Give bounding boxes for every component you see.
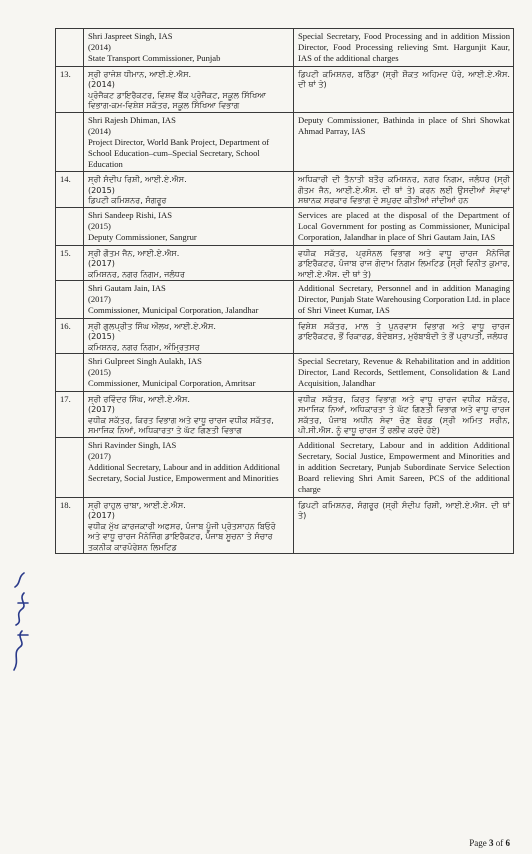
officer-name: Shri Ravinder Singh, IAS xyxy=(88,439,177,450)
serial-number: 18. xyxy=(56,497,84,554)
officer-current-post: ਵਧੀਕ ਮੁੱਖ ਕਾਰਜਕਾਰੀ ਅਫਸਰ, ਪੰਜਾਬ ਪੂੰਜੀ ਪ੍ਰੋਤਸਾਹਨ ਬਿਓਰੋ ਅਤੇ ਵਾਧੂ ਚਾਰਜ ਮੈਨੇਜਿੰਗ ਡਾਇਰੈਕਟਰ, ਪੰਜਾਬ ਸੂਚਨਾ ਤੇ ਸੰਚਾਰ ਤਕਨੀਕ ਕਾਰਪੋਰੇਸ਼ਨ ਲਿਮਟਿਡ xyxy=(88,520,276,552)
officer-batch: (2015) xyxy=(88,221,111,232)
officer-current-post: ਡਿਪਟੀ ਕਮਿਸ਼ਨਰ, ਸੰਗਰੂਰ xyxy=(88,195,167,206)
serial-number xyxy=(56,437,84,497)
officer-cell xyxy=(84,112,294,172)
officer-name: ਸ੍ਰੀ ਰਾਹੁਲ ਚਾਬਾ, ਆਈ.ਏ.ਐਸ. xyxy=(88,499,186,510)
serial-number: 15. xyxy=(56,245,84,281)
officer-batch: (2015) xyxy=(88,367,111,378)
page-total: 6 xyxy=(505,838,510,848)
officer-current-post: Additional Secretary, Labour and in addition Additional Secretary, Social Justice, Empowerment and Minorities xyxy=(88,462,281,484)
officer-name: Shri Gautam Jain, IAS xyxy=(88,283,166,294)
officer-name: Shri Gulpreet Singh Aulakh, IAS xyxy=(88,356,202,367)
new-posting-cell: Special Secretary, Revenue & Rehabilitation and in addition Director, Land Records, Settlement, Consolidation & Land Acquisition, Jalandhar xyxy=(294,354,514,392)
officer-current-post: ਵਧੀਕ ਸਕੱਤਰ, ਕਿਰਤ ਵਿਭਾਗ ਅਤੇ ਵਾਧੂ ਚਾਰਜ ਵਧੀਕ ਸਕੱਤਰ, ਸਮਾਜਿਕ ਨਿਆਂ, ਅਧਿਕਾਰਤਾ ਤੇ ਘੱਟ ਗਿਣਤੀ ਵਿਭਾਗ xyxy=(88,414,274,436)
handwritten-signature xyxy=(6,565,36,675)
new-posting-cell: Special Secretary, Food Processing and in addition Mission Director, Food Processing relieving Smt. Hargunjit Kaur, IAS of the additional charges xyxy=(294,29,514,67)
officer-cell xyxy=(84,437,294,497)
new-posting-cell: Additional Secretary, Labour and in addition Additional Secretary, Social Justice, Empowerment and Minorities and in addition Secretary, Punjab Subordinate Service Selection Board relieving Shri Amit Sareen, PCS of the additional charge xyxy=(294,437,514,497)
officer-current-post: ਕਮਿਸ਼ਨਰ, ਨਗਰ ਨਿਗਮ, ਅੰਮ੍ਰਿਤਸਰ xyxy=(88,341,200,352)
new-posting-cell: ਅਧਿਕਾਰੀ ਦੀ ਤੈਨਾਤੀ ਬਤੌਰ ਕਮਿਸ਼ਨਰ, ਨਗਰ ਨਿਗਮ, ਜਲੰਧਰ (ਸ੍ਰੀ ਗੌਤਮ ਜੈਨ, ਆਈ.ਏ.ਐਸ. ਦੀ ਥਾਂ ਤੇ) ਕਰਨ ਲਈ ਉਸਦੀਆਂ ਸੇਵਾਵਾਂ ਸਥਾਨਕ ਸਰਕਾਰ ਵਿਭਾਗ ਦੇ ਸਪੁਰਦ ਕੀਤੀਆਂ ਜਾਂਦੀਆਂ ਹਨ xyxy=(294,172,514,208)
page-label: Page xyxy=(469,838,487,848)
officer-batch: (2017) xyxy=(88,450,111,461)
serial-number: 16. xyxy=(56,318,84,354)
new-posting-cell: ਵਿਸ਼ੇਸ਼ ਸਕੱਤਰ, ਮਾਲ ਤੇ ਪੁਨਰਵਾਸ ਵਿਭਾਗ ਅਤੇ ਵਾਧੂ ਚਾਰਜ ਡਾਇਰੈਕਟਰ, ਭੌਂ ਰਿਕਾਰਡ, ਬੰਦੋਬਸਤ, ਮੁਰੱਬਾਬੰਦੀ ਤੇ ਭੌਂ ਪ੍ਰਾਪਤੀ, ਜਲੰਧਰ xyxy=(294,318,514,354)
serial-number: 13. xyxy=(56,66,84,112)
officer-cell xyxy=(84,497,294,554)
new-posting-cell: ਵਧੀਕ ਸਕੱਤਰ, ਕਿਰਤ ਵਿਭਾਗ ਅਤੇ ਵਾਧੂ ਚਾਰਜ ਵਧੀਕ ਸਕੱਤਰ, ਸਮਾਜਿਕ ਨਿਆਂ, ਅਧਿਕਾਰਤਾ ਤੇ ਘੱਟ ਗਿਣਤੀ ਵਿਭਾਗ ਅਤੇ ਵਾਧੂ ਚਾਰਜ ਸਕੱਤਰ, ਪੰਜਾਬ ਅਧੀਨ ਸੇਵਾ ਚੋਣ ਬੋਰਡ (ਸ੍ਰੀ ਅਮਿਤ ਸਰੀਨ, ਪੀ.ਸੀ.ਐਸ. ਨੂੰ ਵਾਧੂ ਚਾਰਜ ਤੋਂ ਰਲੀਵ ਕਰਦੇ ਹੋਏ) xyxy=(294,391,514,437)
officer-name: Shri Sandeep Rishi, IAS xyxy=(88,209,173,220)
table-row xyxy=(56,281,514,319)
officer-name: Shri Jaspreet Singh, IAS xyxy=(88,31,173,41)
officer-batch: (2014) xyxy=(88,42,111,53)
table-body xyxy=(56,29,514,554)
officer-cell xyxy=(84,66,294,112)
new-posting-cell: Additional Secretary, Personnel and in addition Managing Director, Punjab State Warehousing Corporation Ltd. in place of Shri Vineet Kumar, IAS xyxy=(294,281,514,319)
table-row xyxy=(56,437,514,497)
officer-current-post: ਕਮਿਸ਼ਨਰ, ਨਗਰ ਨਿਗਮ, ਜਲੰਧਰ xyxy=(88,268,185,279)
officer-current-post: Deputy Commissioner, Sangrur xyxy=(88,232,197,243)
table-row xyxy=(56,354,514,392)
officer-name: ਸ੍ਰੀ ਗੌਤਮ ਜੈਨ, ਆਈ.ਏ.ਐਸ. xyxy=(88,247,180,258)
officer-current-post: Commissioner, Municipal Corporation, Amritsar xyxy=(88,378,256,389)
officer-current-post: Commissioner, Municipal Corporation, Jalandhar xyxy=(88,305,259,316)
page-current: 3 xyxy=(489,838,494,848)
table-row xyxy=(56,497,514,554)
officer-batch: (2014) xyxy=(88,79,115,90)
table-row xyxy=(56,112,514,172)
officer-name: Shri Rajesh Dhiman, IAS xyxy=(88,114,176,125)
officer-batch: (2017) xyxy=(88,258,115,269)
officer-name: ਸ੍ਰੀ ਰਵਿੰਦਰ ਸਿੰਘ, ਆਈ.ਏ.ਐਸ. xyxy=(88,393,190,404)
officer-cell xyxy=(84,354,294,392)
officer-batch: (2017) xyxy=(88,294,111,305)
table-row xyxy=(56,245,514,281)
officer-cell xyxy=(84,281,294,319)
table-row xyxy=(56,207,514,245)
officer-batch: (2014) xyxy=(88,125,111,136)
officer-batch: (2015) xyxy=(88,184,115,195)
new-posting-cell: ਵਧੀਕ ਸਕੱਤਰ, ਪ੍ਰਸੋਨਲ ਵਿਭਾਗ ਅਤੇ ਵਾਧੂ ਚਾਰਜ ਮੈਨੇਜਿੰਗ ਡਾਇਰੈਕਟਰ, ਪੰਜਾਬ ਰਾਜ ਗੋਦਾਮ ਨਿਗਮ ਲਿਮਟਿਡ (ਸ੍ਰੀ ਵਿਨੀਤ ਕੁਮਾਰ, ਆਈ.ਏ.ਐਸ. ਦੀ ਥਾਂ ਤੇ) xyxy=(294,245,514,281)
officer-name: ਸ੍ਰੀ ਰਾਜੇਸ਼ ਧੀਮਾਨ, ਆਈ.ਏ.ਐਸ. xyxy=(88,68,192,79)
new-posting-cell: ਡਿਪਟੀ ਕਮਿਸ਼ਨਰ, ਸੰਗਰੂਰ (ਸ੍ਰੀ ਸੰਦੀਪ ਰਿਸ਼ੀ, ਆਈ.ਏ.ਐਸ. ਦੀ ਥਾਂ ਤੇ) xyxy=(294,497,514,554)
table-row xyxy=(56,172,514,208)
officer-cell xyxy=(84,29,294,67)
officer-cell xyxy=(84,245,294,281)
table-row xyxy=(56,66,514,112)
table-row xyxy=(56,29,514,67)
officer-cell xyxy=(84,318,294,354)
table-row xyxy=(56,318,514,354)
officer-batch: (2015) xyxy=(88,331,115,342)
officer-cell xyxy=(84,207,294,245)
new-posting-cell: Deputy Commissioner, Bathinda in place of Shri Showkat Ahmad Parray, IAS xyxy=(294,112,514,172)
new-posting-cell: Services are placed at the disposal of the Department of Local Government for posting as Commissioner, Municipal Corporation, Jalandhar in place of Shri Gautam Jain, IAS xyxy=(294,207,514,245)
officer-current-post: ਪ੍ਰੋਜੈਕਟ ਡਾਇਰੈਕਟਰ, ਵਿਸ਼ਵ ਬੈਂਕ ਪ੍ਰੋਜੈਕਟ, ਸਕੂਲ ਸਿੱਖਿਆ ਵਿਭਾਗ-ਕਮ-ਵਿਸ਼ੇਸ਼ ਸਕੱਤਰ, ਸਕੂਲ ਸਿੱਖਿਆ ਵਿਭਾਗ xyxy=(88,89,267,111)
officer-batch: (2017) xyxy=(88,404,115,415)
serial-number xyxy=(56,29,84,67)
officer-current-post: State Transport Commissioner, Punjab xyxy=(88,53,221,64)
officer-current-post: Project Director, World Bank Project, Department of School Education–cum–Special Secretary, School Education xyxy=(88,136,270,170)
page-of: of xyxy=(495,838,504,848)
serial-number xyxy=(56,354,84,392)
officer-batch: (2017) xyxy=(88,510,115,521)
new-posting-cell: ਡਿਪਟੀ ਕਮਿਸ਼ਨਰ, ਬਠਿੰਡਾ (ਸ੍ਰੀ ਸ਼ੌਕਤ ਅਹਿਮਦ ਪੱਰੇ, ਆਈ.ਏ.ਐਸ. ਦੀ ਥਾਂ ਤੇ) xyxy=(294,66,514,112)
table-row xyxy=(56,391,514,437)
transfer-orders-table xyxy=(55,28,514,554)
serial-number xyxy=(56,112,84,172)
serial-number xyxy=(56,207,84,245)
officer-cell xyxy=(84,391,294,437)
officer-name: ਸ੍ਰੀ ਗੁਲਪ੍ਰੀਤ ਸਿੰਘ ਔਲਖ, ਆਈ.ਏ.ਐਸ. xyxy=(88,320,216,331)
page-number xyxy=(469,838,510,848)
serial-number xyxy=(56,281,84,319)
officer-name: ਸ੍ਰੀ ਸੰਦੀਪ ਰਿਸ਼ੀ, ਆਈ.ਏ.ਐਸ. xyxy=(88,174,187,185)
serial-number: 17. xyxy=(56,391,84,437)
officer-cell xyxy=(84,172,294,208)
serial-number: 14. xyxy=(56,172,84,208)
